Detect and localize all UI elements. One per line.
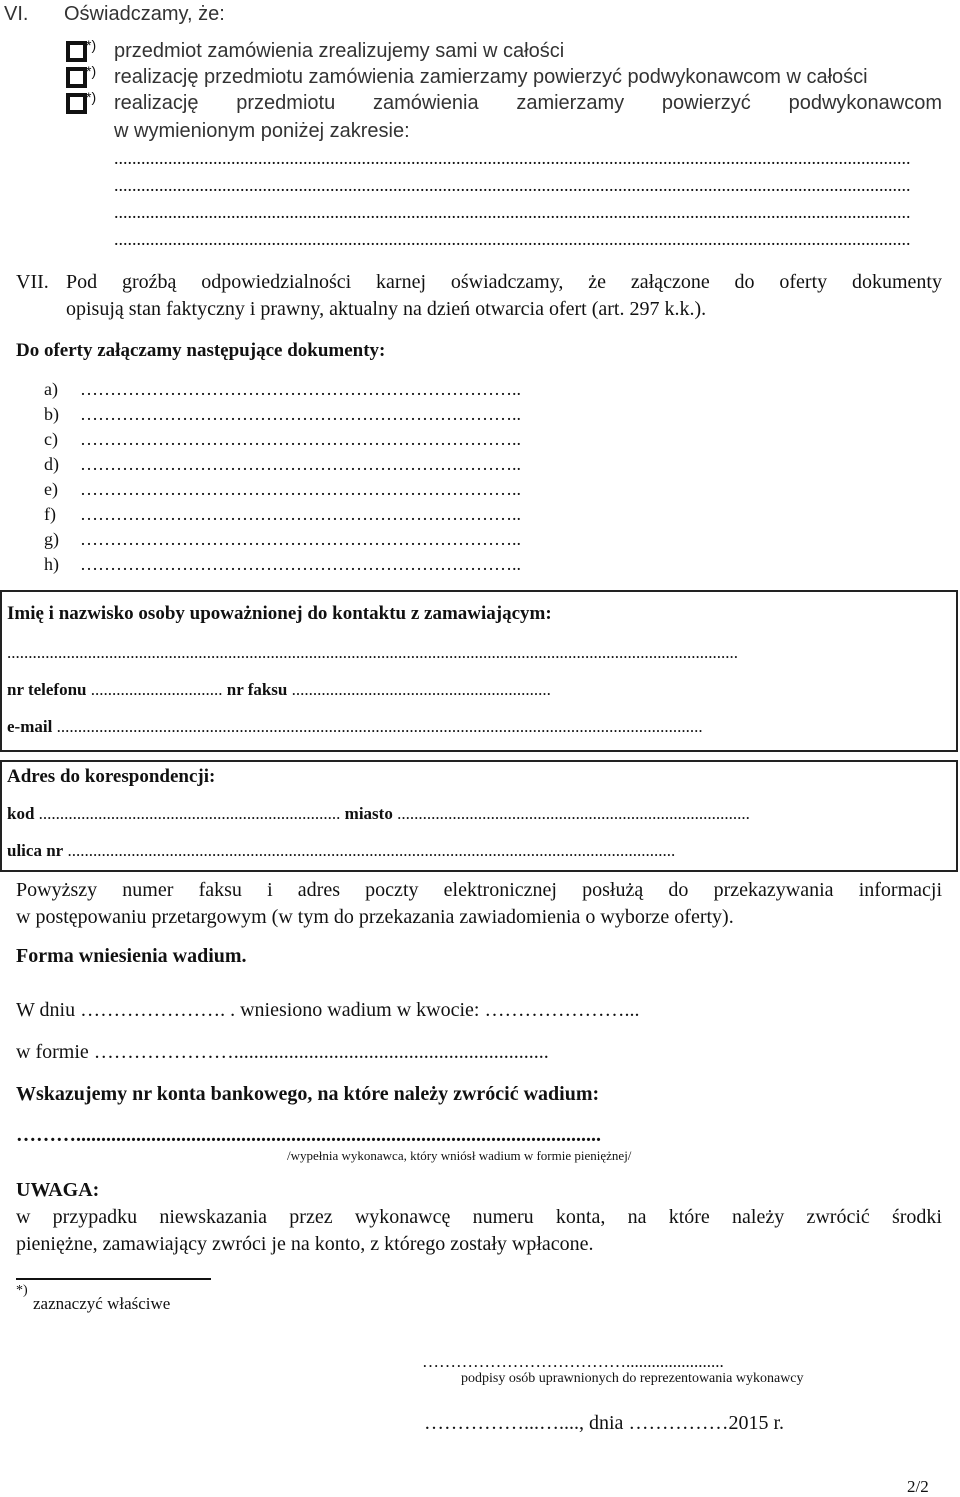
scope-blank-line[interactable]: .................................................................................................................................................................................	[114, 175, 911, 195]
notice-line-2: w postępowaniu przetargowym (w tym do przekazania zawiadomienia o wyborze oferty).	[16, 906, 734, 928]
uwaga-line-2: pieniężne, zamawiający zwróci je na konto, z którego zostały wpłacone.	[16, 1233, 594, 1255]
email-row	[7, 717, 703, 737]
address-street-row	[7, 841, 675, 861]
footnote-mark: *)	[86, 63, 97, 79]
footnote-mark: *)	[86, 37, 97, 53]
city-label: miasto	[344, 804, 393, 823]
attachment-fill[interactable]: ………………………………………………………………..	[80, 554, 521, 574]
attachment-label: f)	[44, 504, 56, 524]
scope-blank-line[interactable]: .................................................................................................................................................................................	[114, 229, 911, 249]
address-code-row	[7, 804, 750, 824]
signature-field[interactable]: ……………………………….......................	[422, 1352, 724, 1371]
wadium-form-label: w formie	[16, 1041, 89, 1063]
option-subcontract-full: realizację przedmiotu zamówienia zamierzamy powierzyć podwykonawcom w całości	[114, 66, 868, 88]
notice-line-1: Powyższy numer faksu i adres poczty elektronicznej posłużą do przekazywania informacji	[16, 879, 942, 901]
footnote-text: zaznaczyć właściwe	[33, 1294, 171, 1313]
code-field[interactable]: .......................................................................	[38, 804, 341, 823]
bank-account-heading: Wskazujemy nr konta bankowego, na które należy zwrócić wadium:	[16, 1083, 600, 1105]
attachment-fill[interactable]: ………………………………………………………………..	[80, 429, 521, 449]
contact-name-field[interactable]: ............................................................................................................................................................................	[7, 643, 738, 662]
phone-field[interactable]: ...............................	[90, 680, 223, 699]
email-label: e-mail	[7, 717, 53, 736]
footnote-mark: *)	[16, 1283, 28, 1298]
signature-label: podpisy osób uprawnionych do reprezentowania wykonawcy	[461, 1371, 804, 1386]
street-field[interactable]: ...............................................................................................................................................	[67, 841, 676, 860]
date-label: , dnia	[579, 1412, 624, 1434]
attachment-fill[interactable]: ………………………………………………………………..	[80, 404, 521, 424]
fax-field[interactable]: .............................................................	[291, 680, 551, 699]
attachment-label: g)	[44, 529, 59, 549]
section-vi-title: Oświadczamy, że:	[64, 3, 225, 25]
wadium-amount-field[interactable]: …………………...	[484, 999, 640, 1021]
bank-account-note: /wypełnia wykonawca, który wniósł wadium w formie pieniężnej/	[287, 1148, 632, 1163]
address-heading: Adres do korespondencji:	[7, 766, 216, 787]
attachment-fill[interactable]: ………………………………………………………………..	[80, 529, 521, 549]
scope-blank-line[interactable]: .................................................................................................................................................................................	[114, 148, 911, 168]
option-subcontract-partial: realizację przedmiotu zamówienia zamierzamy powierzyć podwykonawcom	[114, 92, 942, 114]
section-vi-number: VI.	[4, 3, 29, 25]
contact-heading: Imię i nazwisko osoby upoważnionej do kontaktu z zamawiającym:	[7, 603, 552, 624]
uwaga-heading: UWAGA:	[16, 1179, 100, 1201]
city-field[interactable]: ...................................................................................	[397, 804, 750, 823]
uwaga-line-1: w przypadku niewskazania przez wykonawcę numeru konta, na które należy zwrócić środki	[16, 1206, 942, 1228]
footnote-mark: *)	[86, 89, 97, 105]
phone-label: nr telefonu	[7, 680, 87, 699]
section-vii-line-2: opisują stan faktyczny i prawny, aktualny na dzień otwarcia ofert (art. 297 k.k.).	[66, 298, 707, 320]
wadium-date-row	[16, 999, 639, 1022]
wadium-form-row	[16, 1041, 549, 1064]
option-subcontract-partial-continuation: w wymienionym poniżej zakresie:	[114, 120, 410, 142]
wadium-heading: Forma wniesienia wadium.	[16, 945, 247, 967]
wadium-date-field[interactable]: …………………. .	[80, 999, 236, 1021]
wadium-date-label: W dniu	[16, 999, 76, 1021]
street-label: ulica nr	[7, 841, 64, 860]
page-number: 2/2	[907, 1477, 929, 1496]
attachments-heading: Do oferty załączamy następujące dokumenty:	[16, 340, 386, 361]
checkbox-subcontract-partial[interactable]	[66, 93, 87, 114]
scope-blank-line[interactable]: .................................................................................................................................................................................	[114, 202, 911, 222]
attachment-fill[interactable]: ………………………………………………………………..	[80, 479, 521, 499]
wadium-form-field[interactable]: …………………...............................................................	[93, 1041, 549, 1063]
attachment-label: c)	[44, 429, 58, 449]
attachment-fill[interactable]: ………………………………………………………………..	[80, 379, 521, 399]
attachment-label: b)	[44, 404, 59, 424]
attachment-label: d)	[44, 454, 59, 474]
code-label: kod	[7, 804, 35, 823]
attachment-fill[interactable]: ………………………………………………………………..	[80, 454, 521, 474]
footnote-divider	[16, 1278, 211, 1280]
checkbox-self-realization[interactable]	[66, 41, 87, 62]
year-label: 2015 r.	[728, 1412, 784, 1434]
option-self-realization: przedmiot zamówienia zrealizujemy sami w całości	[114, 40, 565, 62]
attachment-label: h)	[44, 554, 59, 574]
date-field[interactable]: ……………	[628, 1412, 729, 1434]
place-date-row	[424, 1412, 784, 1435]
attachment-label: a)	[44, 379, 58, 399]
fax-label: nr faksu	[226, 680, 288, 699]
attachment-label: e)	[44, 479, 58, 499]
attachment-fill[interactable]: ………………………………………………………………..	[80, 504, 521, 524]
wadium-amount-label: wniesiono wadium w kwocie:	[240, 999, 480, 1021]
place-field[interactable]: ……………...…....	[424, 1412, 579, 1434]
bank-account-field[interactable]: ……….........................................................................................................	[16, 1124, 601, 1146]
checkbox-subcontract-full[interactable]	[66, 67, 87, 88]
section-vii-number: VII.	[16, 271, 49, 293]
email-field[interactable]: ........................................................................................................................................................	[56, 717, 703, 736]
section-vii-line-1: Pod groźbą odpowiedzialności karnej oświadczamy, że załączone do oferty dokumenty	[66, 271, 942, 293]
phone-row	[7, 680, 551, 700]
